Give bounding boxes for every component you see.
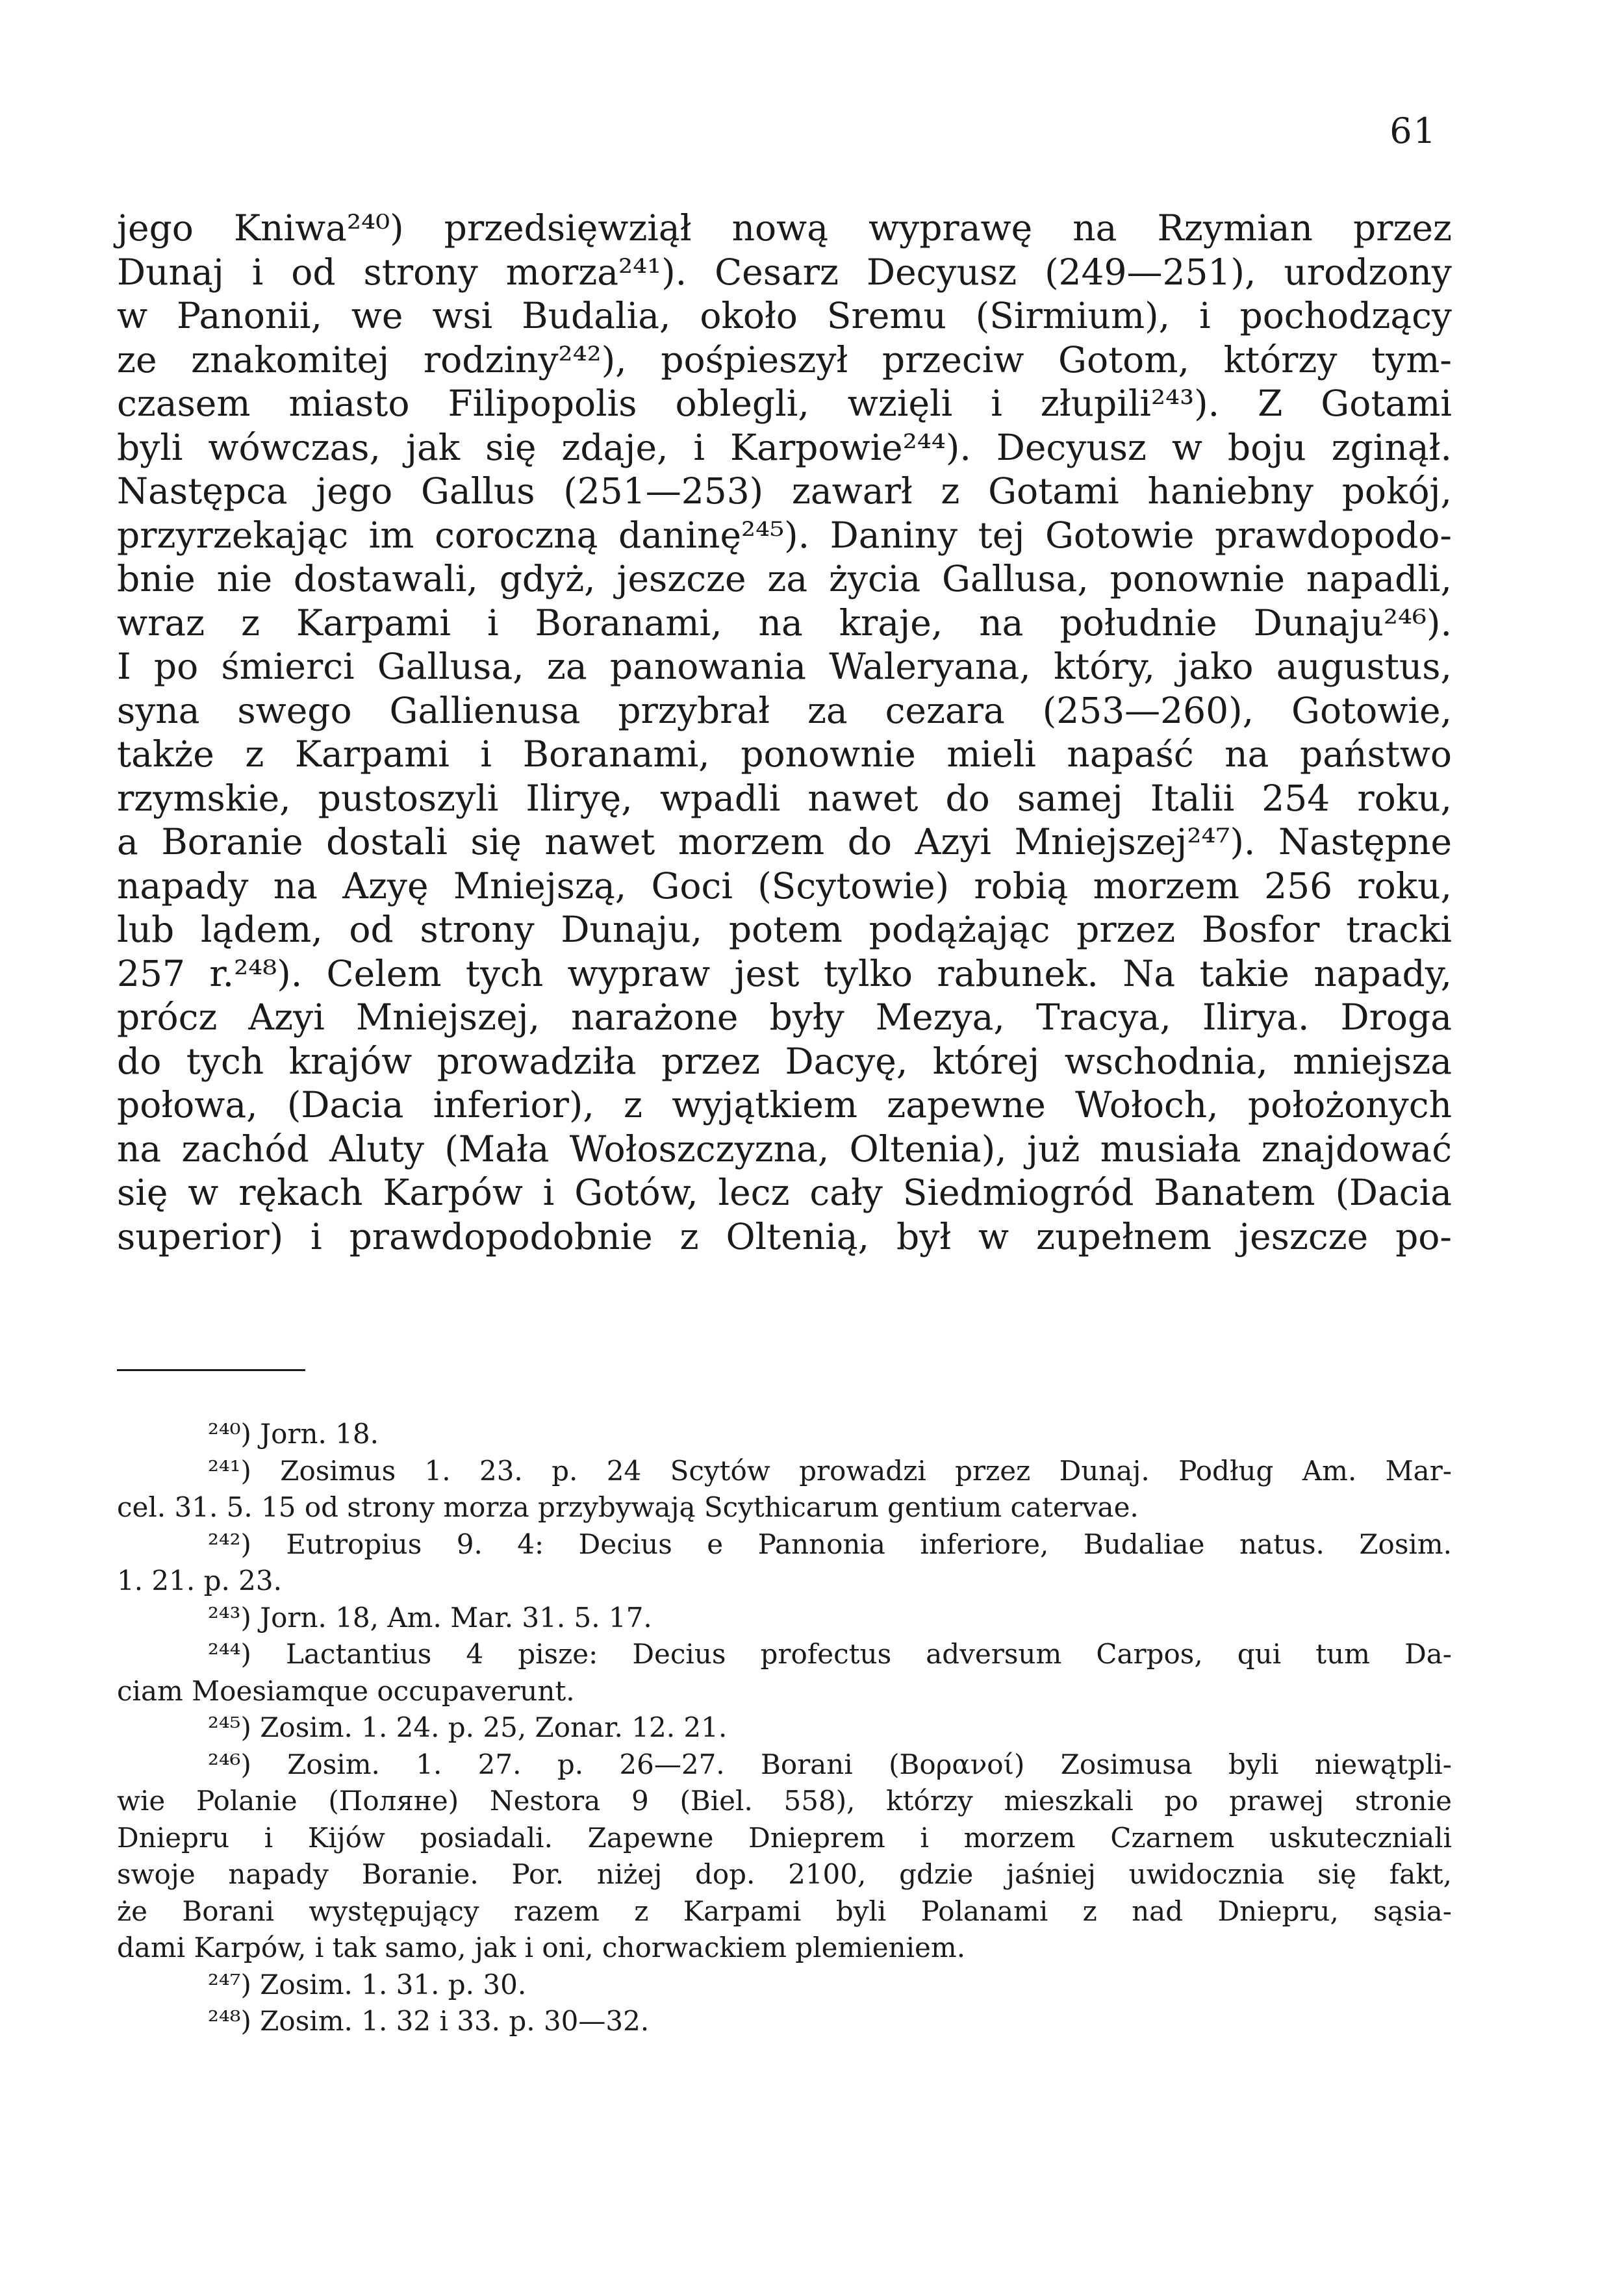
footnote-line: cel. 31. 5. 15 od strony morza przybywają Scythicarum gentium catervae. [117, 1491, 1139, 1523]
footnote-line: ²⁴¹) Zosimus 1. 23. p. 24 Scytów prowadzi przez Dunaj. Podług Am. Mar- [208, 1454, 1452, 1487]
footnote-line: ²⁴⁸) Zosim. 1. 32 i 33. p. 30—32. [208, 2005, 650, 2037]
footnote-line: swoje napady Boranie. Por. niżej dop. 2100, gdzie jaśniej uwidocznia się fakt, [117, 1858, 1452, 1890]
footnote-line: ²⁴³) Jorn. 18, Am. Mar. 31. 5. 17. [208, 1601, 652, 1634]
body-line: I po śmierci Gallusa, za panowania Waleryana, który, jako augustus, [117, 646, 1452, 687]
footnote-line: ²⁴⁷) Zosim. 1. 31. p. 30. [208, 1968, 527, 2000]
page-number: 61 [1389, 110, 1437, 151]
body-line: także z Karpami i Boranami, ponownie mieli napaść na państwo [117, 733, 1452, 775]
body-line: Następca jego Gallus (251—253) zawarł z Gotami haniebny pokój, [117, 470, 1452, 512]
footnote-line: wie Polanie (Поляне) Nestora 9 (Biel. 558), którzy mieszkali po prawej stronie [117, 1785, 1452, 1817]
footnote-line: ²⁴⁴) Lactantius 4 pisze: Decius profectus adversum Carpos, qui tum Da- [208, 1638, 1452, 1670]
body-line: Dunaj i od strony morza²⁴¹). Cesarz Decyusz (249—251), urodzony [117, 251, 1452, 293]
footnotes [117, 1416, 1452, 2040]
body-line: syna swego Gallienusa przybrał za cezara (253—260), Gotowie, [117, 689, 1452, 731]
body-line: napady na Azyę Mniejszą, Goci (Scytowie) robią morzem 256 roku, [117, 864, 1452, 907]
footnote-line: ²⁴²) Eutropius 9. 4: Decius e Pannonia inferiore, Budaliae natus. Zosim. [208, 1528, 1452, 1560]
body-line: a Boranie dostali się nawet morzem do Azyi Mniejszej²⁴⁷). Następne [117, 821, 1452, 863]
footnote-line: ²⁴⁵) Zosim. 1. 24. p. 25, Zonar. 12. 21. [208, 1711, 728, 1743]
body-line: się w rękach Karpów i Gotów, lecz cały Siedmiogród Banatem (Dacia [117, 1172, 1452, 1213]
body-line: lub lądem, od strony Dunaju, potem podążając przez Bosfor tracki [117, 909, 1452, 950]
body-line: ze znakomitej rodziny²⁴²), pośpieszył przeciw Gotom, którzy tym- [117, 338, 1452, 381]
body-line: na zachód Aluty (Mała Wołoszczyzna, Oltenia), już musiała znajdować [117, 1128, 1452, 1170]
body-line: superior) i prawdopodobnie z Oltenią, był w zupełnem jeszcze po- [117, 1215, 1452, 1257]
footnote-line: Dniepru i Kijów posiadali. Zapewne Dnieprem i morzem Czarnem uskuteczniali [117, 1821, 1452, 1854]
body-text [117, 207, 1452, 1259]
footnote-line: ²⁴⁶) Zosim. 1. 27. p. 26—27. Borani (Βορανοί) Zosimusa byli niewątpli- [208, 1748, 1452, 1780]
body-line: przyrzekając im coroczną daninę²⁴⁵). Daniny tej Gotowie prawdopodo- [117, 514, 1452, 556]
footnote-divider [117, 1369, 305, 1371]
body-line: prócz Azyi Mniejszej, narażone były Mezya, Tracya, Ilirya. Droga [117, 996, 1452, 1038]
footnote-line: 1. 21. p. 23. [117, 1565, 282, 1596]
body-line: do tych krajów prowadziła przez Dacyę, której wschodnia, mniejsza [117, 1040, 1452, 1082]
footnote-line: ciam Moesiamque occupaverunt. [117, 1674, 575, 1707]
body-line: jego Kniwa²⁴⁰) przedsięwziął nową wyprawę na Rzymian przez [117, 207, 1452, 249]
footnote-line: dami Karpów, i tak samo, jak i oni, chorwackiem plemieniem. [117, 1932, 966, 1963]
footnote-line: że Borani występujący razem z Karpami byli Polanami z nad Dniepru, sąsia- [117, 1895, 1452, 1927]
body-line: rzymskie, pustoszyli Iliryę, wpadli nawet do samej Italii 254 roku, [117, 777, 1452, 819]
body-line: byli wówczas, jak się zdaje, i Karpowie²⁴⁴). Decyusz w boju zginął. [117, 426, 1452, 468]
footnote-line: ²⁴⁰) Jorn. 18. [208, 1418, 379, 1450]
body-line: bnie nie dostawali, gdyż, jeszcze za życia Gallusa, ponownie napadli, [117, 558, 1452, 599]
body-line: wraz z Karpami i Boranami, na kraje, na południe Dunaju²⁴⁶). [117, 601, 1452, 644]
body-line: połowa, (Dacia inferior), z wyjątkiem zapewne Wołoch, położonych [117, 1084, 1452, 1126]
body-line: czasem miasto Filipopolis oblegli, wzięli i złupili²⁴³). Z Gotami [117, 383, 1452, 424]
body-line: w Panonii, we wsi Budalia, około Sremu (Sirmium), i pochodzący [117, 295, 1452, 336]
body-line: 257 r.²⁴⁸). Celem tych wypraw jest tylko rabunek. Na takie napady, [117, 952, 1452, 994]
